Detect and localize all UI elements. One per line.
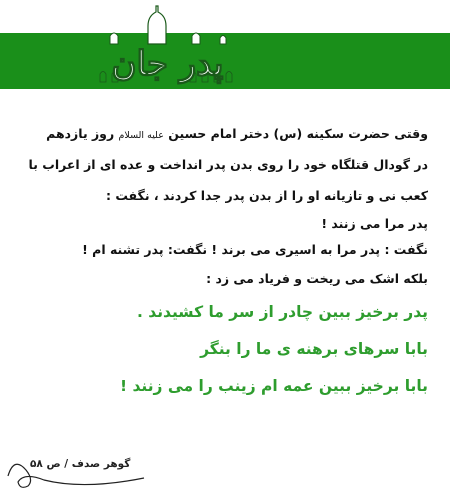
paragraph-line: در گودال قتلگاه خود را روی بدن پدر انداخت و عده ای از اعراب با: [28, 157, 428, 172]
paragraph-line: بلکه اشک می ریخت و فریاد می زد :: [206, 271, 428, 286]
page-title: پدر جان: [111, 44, 224, 84]
verse-line: بابا سرهای برهنه ی ما را بنگر: [200, 340, 428, 358]
paragraph-line: نگفت : پدر مرا به اسیری می برند ! نگفت: پدر تشنه ام !: [82, 242, 428, 257]
story-text: [8, 118, 428, 405]
paragraph-line: [8, 118, 428, 149]
paragraph-line: کعب نی و تازیانه او را از بدن پدر جدا کردند ، نگفت :: [105, 188, 428, 203]
line1-start: وقتی حضرت سکینه (س) دختر امام حسین: [168, 126, 428, 141]
verse-line: پدر برخیز ببین چادر از سر ما کشیدند .: [136, 303, 428, 321]
calligraphy-title: [80, 4, 255, 100]
paragraph-line: پدر مرا می زنند !: [321, 216, 428, 231]
honorific: علیه السلام: [118, 130, 164, 141]
line1-end: روز یازدهم: [46, 126, 115, 141]
verse-line: بابا برخیز ببین عمه ام زینب را می زنند !: [119, 377, 428, 395]
source-citation: گوهر صدف / ص ۵۸: [30, 458, 131, 470]
